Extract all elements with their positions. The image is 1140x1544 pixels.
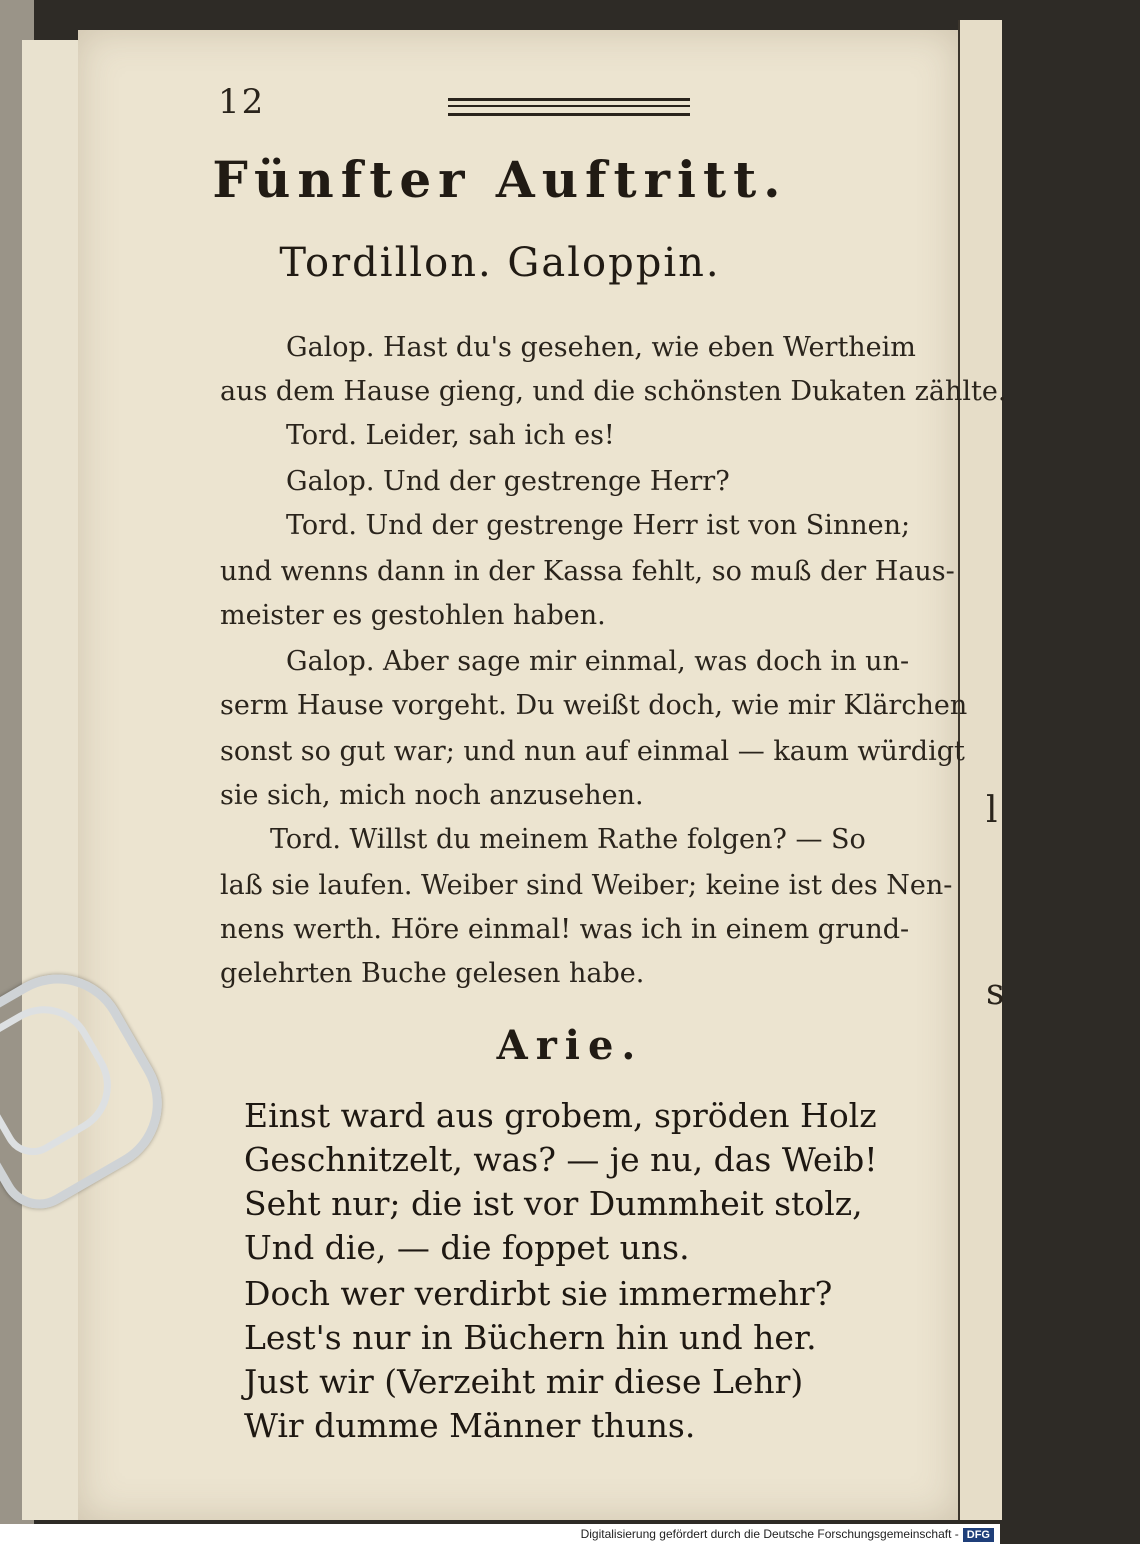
aria-verse: Seht nur; die ist vor Dummheit stolz, [244, 1184, 863, 1223]
page-number: 12 [218, 82, 266, 122]
aria-verse: Einst ward aus grobem, spröden Holz [244, 1096, 877, 1135]
dfg-logo: DFG [963, 1528, 994, 1542]
facing-page-fragment: l [986, 790, 998, 831]
dialogue-line: und wenns dann in der Kassa fehlt, so muß der Haus- [220, 556, 955, 587]
aria-verse: Just wir (Verzeiht mir diese Lehr) [244, 1362, 804, 1401]
dialogue-line: sonst so gut war; und nun auf einmal — kaum würdigt [220, 736, 965, 767]
dialogue-line: sie sich, mich noch anzusehen. [220, 780, 644, 811]
dialogue-line: meister es gestohlen haben. [220, 600, 606, 631]
aria-verse: Lest's nur in Büchern hin und her. [244, 1318, 817, 1357]
dialogue-line: Tord. Und der gestrenge Herr ist von Sinnen; [286, 510, 911, 541]
dialogue-line: serm Hause vorgeht. Du weißt doch, wie mir Klärchen [220, 690, 968, 721]
dialogue-line: laß sie laufen. Weiber sind Weiber; keine ist des Nen- [220, 870, 953, 901]
dialogue-line: Galop. Hast du's gesehen, wie eben Wertheim [286, 332, 916, 363]
dialogue-line: gelehrten Buche gelesen habe. [220, 958, 645, 989]
dialogue-line: nens werth. Höre einmal! was ich in einem grund- [220, 914, 910, 945]
footer-credit: Digitalisierung gefördert durch die Deutsche Forschungsgemeinschaft - [580, 1527, 959, 1541]
aria-verse: Doch wer verdirbt sie immermehr? [244, 1274, 833, 1313]
aria-verse: Geschnitzelt, was? — je nu, das Weib! [244, 1140, 878, 1179]
digitization-footer [0, 1524, 1000, 1544]
scene-characters: Tordillon. Galoppin. [279, 240, 721, 286]
scene-title: Fünfter Auftritt. [212, 150, 788, 209]
aria-verse: Und die, — die foppet uns. [244, 1228, 690, 1267]
dialogue-line: Tord. Leider, sah ich es! [286, 420, 615, 451]
facing-page-fragment: s [986, 972, 1005, 1013]
dialogue-line: Galop. Aber sage mir einmal, was doch in un- [286, 646, 910, 677]
header-rule [448, 98, 690, 116]
dialogue-line: aus dem Hause gieng, und die schönsten Dukaten zählte. [220, 376, 1007, 407]
dialogue-line: Tord. Willst du meinem Rathe folgen? — So [270, 824, 866, 855]
aria-heading: Arie. [496, 1022, 644, 1069]
dialogue-line: Galop. Und der gestrenge Herr? [286, 466, 730, 497]
aria-verse: Wir dumme Männer thuns. [244, 1406, 696, 1445]
